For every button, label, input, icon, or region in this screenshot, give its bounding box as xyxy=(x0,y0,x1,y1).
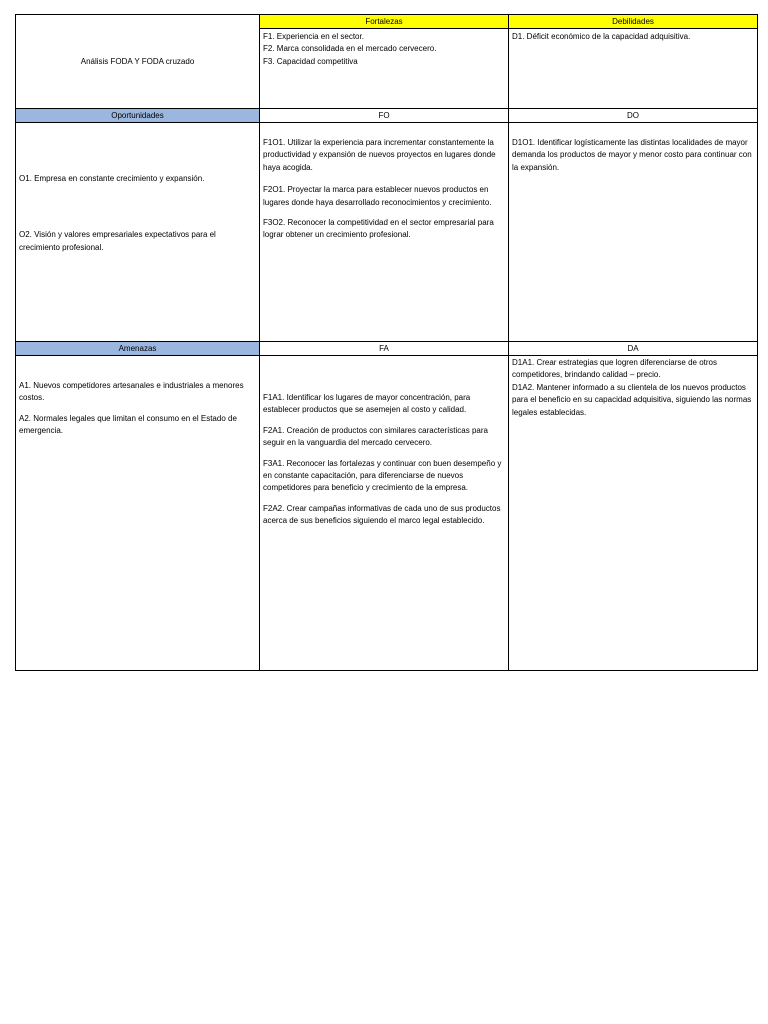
header-fortalezas: Fortalezas xyxy=(259,14,509,29)
fo-strategy: F3O2. Reconocer la competitividad en el sector empresarial para lograr obtener un crecimiento profesional. xyxy=(263,218,494,240)
amenazas-cell xyxy=(15,355,260,671)
header-da: DA xyxy=(508,341,758,356)
da-cell xyxy=(508,355,758,671)
fo-cell xyxy=(259,122,509,342)
fa-strategy: F2A1. Creación de productos con similares características para seguir en la vanguardia del mercado cervecero. xyxy=(263,425,488,448)
fa-strategy: F1A1. Identificar los lugares de mayor concentración, para establecer productos que se asemejen al costo y calidad. xyxy=(263,393,471,415)
fo-strategy: F1O1. Utilizar la experiencia para incrementar constantemente la productividad y expansión de nuevos proyectos en lugares donde haya acogida. xyxy=(263,138,496,172)
oportunidad-item: O1. Empresa en constante crecimiento y expansión. xyxy=(19,174,205,183)
foda-matrix xyxy=(15,14,758,671)
da-strategy: D1A2. Mantener informado a su clientela de los nuevos productos para el beneficio en su capacidad adquisitiva, siguiendo las normas legales establecidas. xyxy=(512,382,752,417)
fortaleza-item: F2. Marca consolidada en el mercado cervecero. xyxy=(263,44,437,54)
da-strategy: D1A1. Crear estrategias que logren diferenciarse de otros competidores, brindando calidad – precio. xyxy=(512,358,717,380)
fortaleza-item: F3. Capacidad competitiva xyxy=(263,56,358,66)
matrix-title: Análisis FODA Y FODA cruzado xyxy=(80,57,195,66)
fa-strategy: F2A2. Crear campañas informativas de cada uno de sus productos acerca de sus beneficios siguiendo el marco legal establecido. xyxy=(263,503,501,526)
fortaleza-item: F1. Experiencia en el sector. xyxy=(263,32,364,41)
debilidad-item: D1. Déficit económico de la capacidad adquisitiva. xyxy=(512,32,691,41)
fortalezas-cell xyxy=(259,28,509,109)
title-cell xyxy=(15,14,260,109)
amenaza-item: A2. Normales legales que limitan el consumo en el Estado de emergencia. xyxy=(19,413,237,436)
header-fa: FA xyxy=(259,341,509,356)
oportunidades-cell xyxy=(15,122,260,342)
do-strategy: D1O1. Identificar logísticamente las distintas localidades de mayor demanda los productos de mayor y menor costo para continuar con la expansión. xyxy=(512,138,752,172)
fa-strategy: F3A1. Reconocer las fortalezas y continuar con buen desempeño y en constante capacitación, para diferenciarse de nuevos competidores para beneficio y crecimiento de la empresa. xyxy=(263,458,502,493)
header-debilidades: Debilidades xyxy=(508,14,758,29)
fo-strategy: F2O1. Proyectar la marca para establecer nuevos productos en lugares donde haya desarrollado reconocimientos y crecimiento. xyxy=(263,185,492,207)
amenaza-item: A1. Nuevos competidores artesanales e industriales a menores costos. xyxy=(19,381,244,403)
header-amenazas: Amenazas xyxy=(15,341,260,356)
fa-cell xyxy=(259,355,509,671)
debilidades-cell xyxy=(508,28,758,109)
oportunidad-item: O2. Visión y valores empresariales expectativos para el crecimiento profesional. xyxy=(19,230,216,252)
header-do: DO xyxy=(508,108,758,123)
header-oportunidades: Oportunidades xyxy=(15,108,260,123)
do-cell xyxy=(508,122,758,342)
header-fo: FO xyxy=(259,108,509,123)
